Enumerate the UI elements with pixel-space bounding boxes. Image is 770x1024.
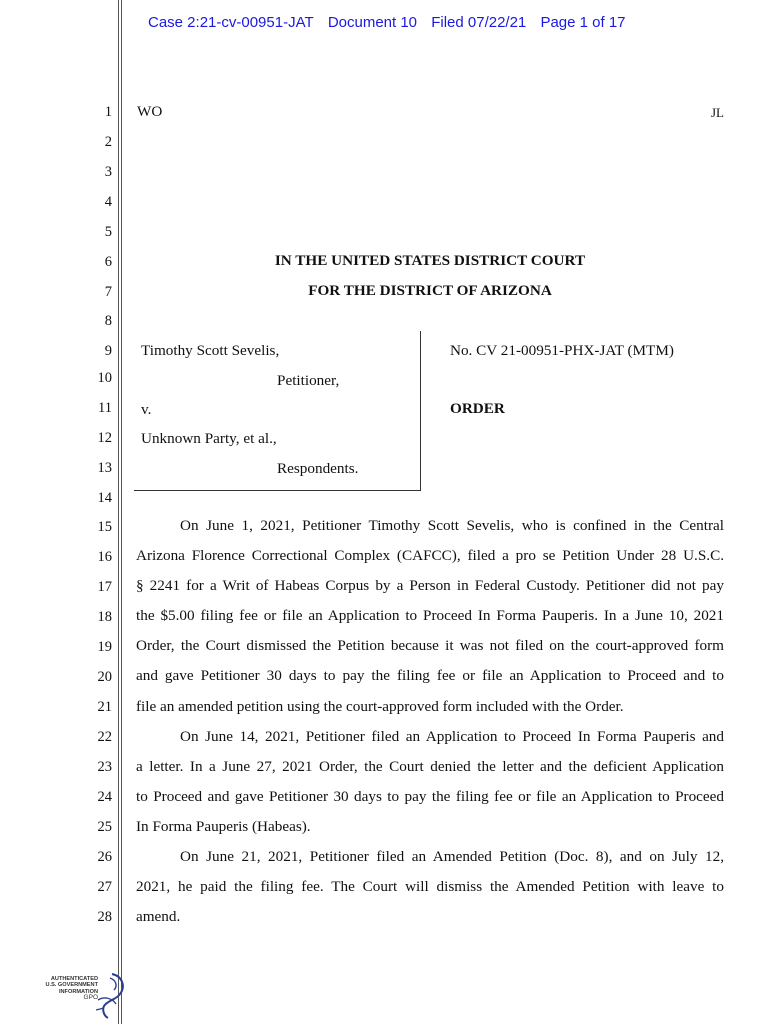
seal-line: GPO: [83, 994, 98, 1002]
caption-horizontal-rule: [134, 490, 421, 491]
line-number: 4: [104, 194, 112, 210]
line-number: 14: [97, 490, 112, 506]
line-number: 7: [104, 284, 112, 300]
eagle-icon: [92, 970, 128, 1020]
ecf-header: [148, 14, 636, 31]
line-number: 20: [97, 669, 112, 685]
body-line: On June 14, 2021, Petitioner filed an Application to Proceed In Forma Pauperis and: [180, 727, 724, 745]
body-line: Order, the Court dismissed the Petition because it was not filed on the court-approved form: [136, 637, 724, 655]
seal-line: AUTHENTICATED: [50, 976, 98, 982]
petitioner-role: Petitioner,: [277, 372, 340, 389]
wo-marker: WO: [137, 103, 163, 120]
respondent-name: Unknown Party, et al.,: [141, 430, 277, 447]
body-line: On June 1, 2021, Petitioner Timothy Scott Sevelis, who is confined in the Central: [180, 517, 724, 534]
court-title: IN THE UNITED STATES DISTRICT COURT: [274, 252, 586, 269]
line-number: 22: [97, 729, 112, 745]
body-line: a letter. In a June 27, 2021 Order, the Court denied the letter and the deficient Application: [136, 757, 724, 775]
body-line: § 2241 for a Writ of Habeas Corpus by a Person in Federal Custody. Petitioner did not pay: [136, 577, 724, 595]
line-number: 23: [97, 759, 112, 775]
left-margin-rule-inner: [121, 0, 122, 1024]
body-line: On June 21, 2021, Petitioner filed an Amended Petition (Doc. 8), and on July 12,: [180, 848, 724, 866]
seal-line: INFORMATION: [58, 988, 98, 995]
line-number: 27: [97, 879, 112, 895]
line-number: 1: [104, 104, 112, 120]
body-line: file an amended petition using the court-approved form included with the Order.: [136, 697, 624, 715]
case-number-header: Case 2:21-cv-00951-JAT: [148, 14, 314, 31]
document-number-header: Document 10: [327, 14, 418, 31]
line-number: 2: [104, 134, 112, 150]
left-margin-rule: [118, 0, 119, 1024]
line-number: 17: [97, 579, 112, 595]
order-body: [136, 511, 724, 932]
court-district: FOR THE DISTRICT OF ARIZONA: [308, 282, 552, 299]
versus: v.: [141, 401, 152, 418]
line-number: 3: [104, 164, 112, 180]
line-number: 9: [104, 343, 112, 359]
line-number: 8: [104, 313, 112, 329]
case-number: No. CV 21-00951-PHX-JAT (MTM): [450, 342, 674, 359]
page-count-header: Page 1 of 17: [540, 14, 626, 31]
seal-line: U.S. GOVERNMENT: [45, 982, 98, 989]
jl-marker: JL: [711, 105, 724, 120]
body-line: and gave Petitioner 30 days to pay the filing fee or file an Application to Proceed and to: [136, 667, 724, 685]
body-line: In Forma Pauperis (Habeas).: [136, 817, 311, 835]
line-number: 21: [97, 699, 112, 715]
line-number: 19: [97, 639, 112, 655]
line-number: 12: [97, 430, 112, 446]
body-line: the $5.00 filing fee or file an Application to Proceed In Forma Pauperis. In a June 10, 2021: [136, 607, 724, 625]
filed-date-header: Filed 07/22/21: [431, 14, 527, 31]
seal-text: [34, 976, 98, 1002]
line-number: 26: [97, 849, 112, 865]
body-line: Arizona Florence Correctional Complex (CAFCC), filed a pro se Petition Under 28 U.S.C.: [136, 547, 724, 565]
line-number: 28: [97, 909, 112, 925]
line-number: 13: [97, 460, 112, 476]
respondent-role: Respondents.: [277, 460, 359, 477]
line-number: 10: [97, 370, 112, 386]
gpo-authentication-seal: [34, 970, 130, 1020]
line-number: 15: [97, 519, 112, 535]
line-number: 6: [104, 254, 112, 270]
body-line: 2021, he paid the filing fee. The Court will dismiss the Amended Petition with leave to: [136, 878, 724, 896]
line-number: 18: [97, 609, 112, 625]
line-number: 16: [97, 549, 112, 565]
petitioner-name: Timothy Scott Sevelis,: [141, 342, 280, 359]
line-number: 5: [104, 224, 112, 240]
caption-vertical-rule: [420, 331, 421, 491]
body-line: to Proceed and gave Petitioner 30 days to pay the filing fee or file an Application to Proceed: [136, 787, 724, 805]
line-number: 11: [98, 400, 112, 416]
body-line: amend.: [136, 908, 181, 926]
document-title: ORDER: [450, 400, 505, 417]
line-number: 24: [97, 789, 112, 805]
line-number: 25: [97, 819, 112, 835]
